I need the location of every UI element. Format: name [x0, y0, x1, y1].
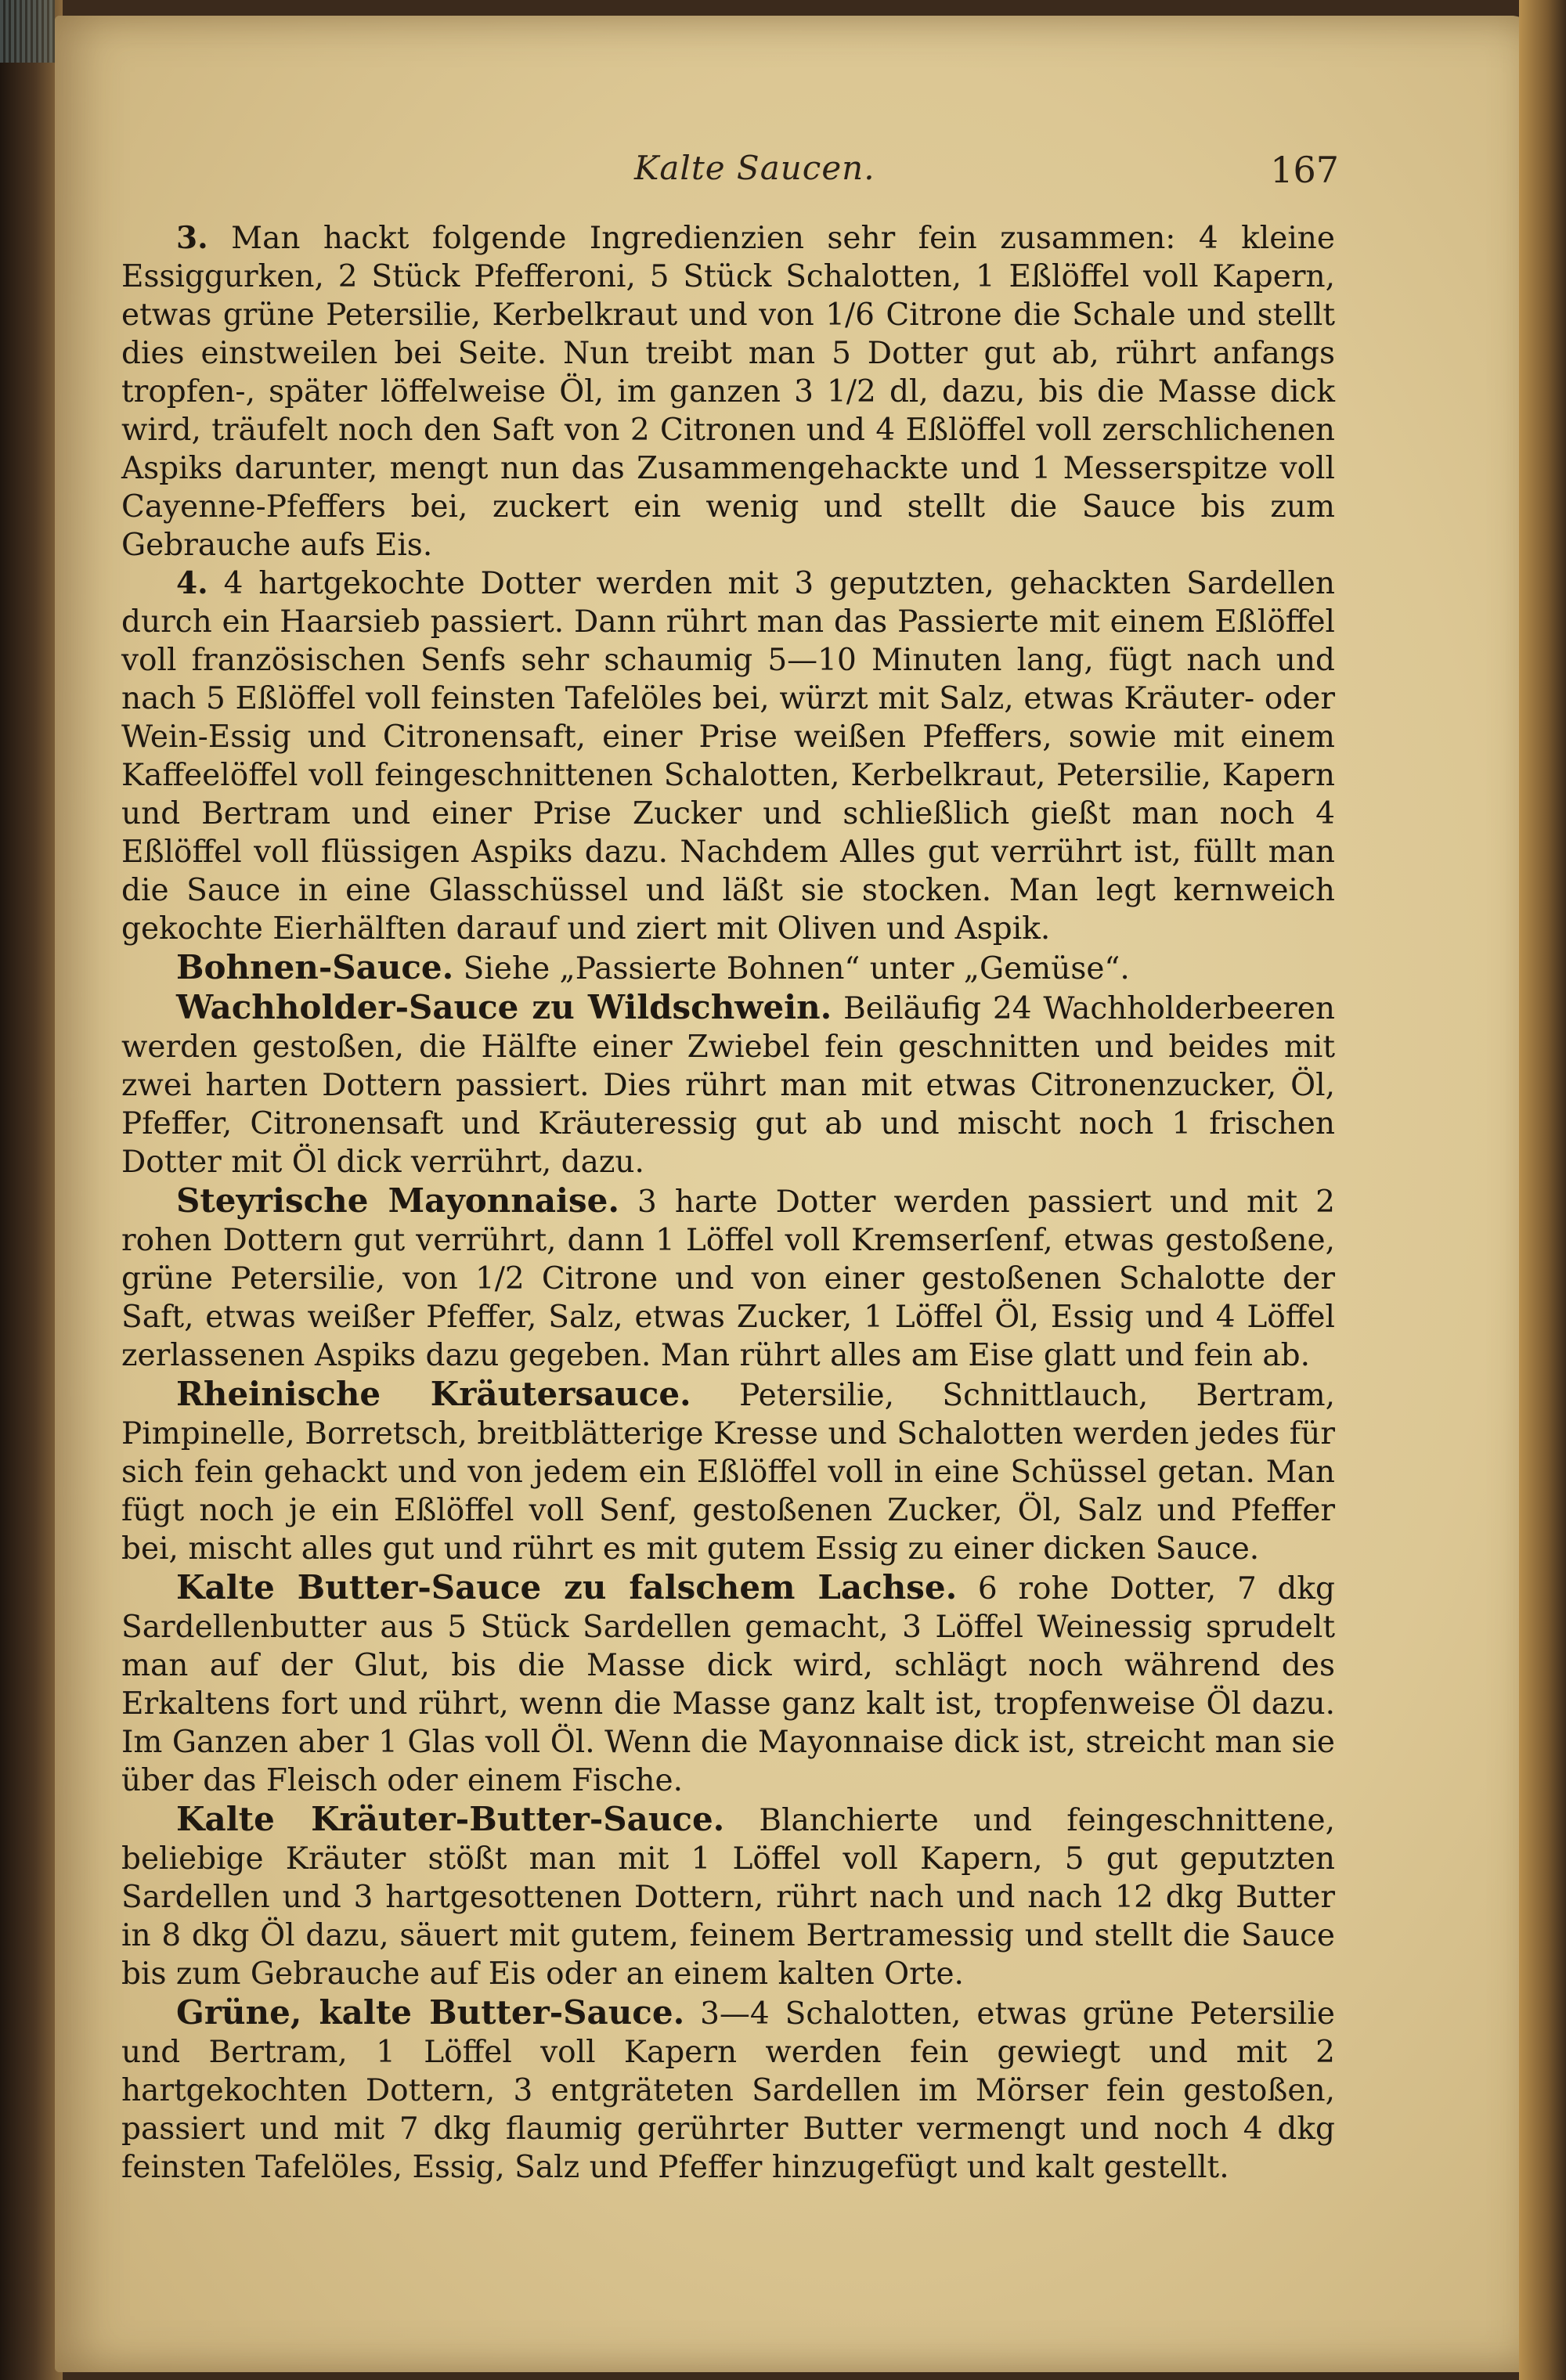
paragraph-text: Siehe „Passierte Bohnen“ unter „Gemüse“. — [453, 951, 1130, 986]
recipe-paragraph — [121, 1568, 1335, 1800]
paragraph-text: Blanchierte und feingeschnittene, beliebige Kräuter stößt man mit 1 Löffel voll Kapern, 5 gut geputzten Sardellen und 3 hartgesottenen Dottern, rührt nach und nach 12 dkg Butter in 8 dkg Öl dazu, säuert mit gutem, feinem Bertramessig und stellt die Sauce bis zum Gebrauche auf Eis oder an einem kalten Orte. — [121, 1803, 1335, 1992]
recipe-paragraph — [121, 1800, 1335, 1993]
recipe-heading: Rheinische Kräutersauce. — [176, 1375, 691, 1413]
recipe-paragraph — [121, 1375, 1335, 1568]
recipe-heading: Kalte Kräuter-Butter-Sauce. — [176, 1800, 725, 1838]
recipe-heading: Kalte Butter-Sauce zu falschem Lachse. — [176, 1568, 958, 1606]
recipe-paragraph — [121, 1993, 1335, 2187]
recipe-heading: Bohnen-Sauce. — [176, 948, 454, 986]
recipe-paragraph — [121, 988, 1335, 1181]
paragraph-text: Man hackt folgende Ingredienzien sehr fein zusammen: 4 kleine Essiggurken, 2 Stück Pfefferoni, 5 Stück Schalotten, 1 Eßlöffel voll Kapern, etwas grüne Petersilie, Kerbelkraut und von 1/6 Citrone die Schale und stellt dies einstweilen bei Seite. Nun treibt man 5 Dotter gut ab, rührt anfangs tropfen-, später löffelweise Öl, im ganzen 3 1/2 dl, dazu, bis die Masse dick wird, träufelt noch den Saft von 2 Citronen und 4 Eßlöffel voll zerschlichenen Aspiks darunter, mengt nun das Zusammengehackte und 1 Messerspitze voll Cayenne-Pfeffers bei, zuckert ein wenig und stellt die Sauce bis zum Gebrauche aufs Eis. — [121, 221, 1335, 563]
book-spine — [0, 0, 63, 2380]
paragraph-text: Beiläufig 24 Wachholderbeeren werden gestoßen, die Hälfte einer Zwiebel fein geschnitten und beides mit zwei harten Dottern passiert. Dies rührt man mit etwas Citronenzucker, Öl, Pfeffer, Citronensaft und Kräuteressig gut ab und mischt noch 1 frischen Dotter mit Öl dick verrührt, dazu. — [121, 991, 1336, 1180]
page-number: 167 — [1270, 149, 1339, 191]
paragraph-number: 4. — [176, 565, 208, 601]
recipe-paragraph — [121, 948, 1335, 988]
paragraph-text: 3—4 Schalotten, etwas grüne Petersilie und Bertram, 1 Löffel voll Kapern werden fein gewiegt und mit 2 hartgekochten Dottern, 3 entgräteten Sardellen im Mörser fein gestoßen, passiert und mit 7 dkg flaumig gerührter Butter vermengt und noch 4 dkg feinsten Tafelöles, Essig, Salz und Pfeffer hinzugefügt und kalt gestellt. — [121, 1996, 1335, 2185]
page-header — [117, 149, 1339, 196]
recipe-heading: Wachholder-Sauce zu Wildschwein. — [176, 988, 832, 1026]
recipe-heading: Steyrische Mayonnaise. — [176, 1181, 620, 1220]
recipe-paragraph — [121, 219, 1335, 564]
paragraph-number: 3. — [176, 220, 208, 256]
spine-cloth — [0, 0, 55, 63]
paragraph-text: 6 rohe Dotter, 7 dkg Sardellenbutter aus 5 Stück Sardellen gemacht, 3 Löffel Weinessig sprudelt man auf der Glut, bis die Masse dick wird, schlägt noch während des Erkaltens fort und rührt, wenn die Masse ganz kalt ist, tropfenweise Öl dazu. Im Ganzen aber 1 Glas voll Öl. Wenn die Mayonnaise dick ist, streicht man sie über das Fleisch oder einem Fische. — [121, 1571, 1335, 1798]
recipe-heading: Grüne, kalte Butter-Sauce. — [176, 1993, 685, 2032]
running-title: Kalte Saucen. — [634, 149, 875, 187]
paragraph-text: 3 harte Dotter werden passiert und mit 2 rohen Dottern gut verrührt, dann 1 Löffel voll Kremserſenf, etwas gestoßene, grüne Petersilie, von 1/2 Citrone und von einer gestoßenen Schalotte der Saft, etwas weißer Pfeffer, Salz, etwas Zucker, 1 Löffel Öl, Essig und 4 Löffel zerlassenen Aspiks dazu gegeben. Man rührt alles am Eise glatt und fein ab. — [121, 1185, 1335, 1373]
recipe-paragraph — [121, 564, 1335, 948]
paragraph-text: 4 hartgekochte Dotter werden mit 3 geputzten, gehackten Sardellen durch ein Haarsieb passiert. Dann rührt man das Passierte mit einem Eßlöffel voll französischen Senfs sehr schaumig 5—10 Minuten lang, fügt nach und nach 5 Eßlöffel voll feinsten Tafelöles bei, würzt mit Salz, etwas Kräuter- oder Wein-Essig und Citronensaft, einer Prise weißen Pfeffers, sowie mit einem Kaffeelöffel voll feingeschnittenen Schalotten, Kerbelkraut, Petersilie, Kapern und Bertram und einer Prise Zucker und schließlich gießt man noch 4 Eßlöffel voll flüssigen Aspiks dazu. Nachdem Alles gut verrührt ist, füllt man die Sauce in eine Glasschüssel und läßt sie stocken. Man legt kernweich gekochte Eierhälften darauf und ziert mit Oliven und Aspik. — [121, 566, 1335, 947]
page-edge — [1519, 0, 1566, 2380]
page-body — [121, 219, 1335, 2187]
paragraph-text: Petersilie, Schnittlauch, Bertram, Pimpinelle, Borretsch, breitblätterige Kresse und Schalotten werden jedes für sich fein gehackt und von jedem ein Eßlöffel voll in eine Schüssel getan. Man fügt noch je ein Eßlöffel voll Senf, gestoßenen Zucker, Öl, Salz und Pfeffer bei, mischt alles gut und rührt es mit gutem Essig zu einer dicken Sauce. — [121, 1378, 1335, 1567]
recipe-paragraph — [121, 1181, 1335, 1375]
